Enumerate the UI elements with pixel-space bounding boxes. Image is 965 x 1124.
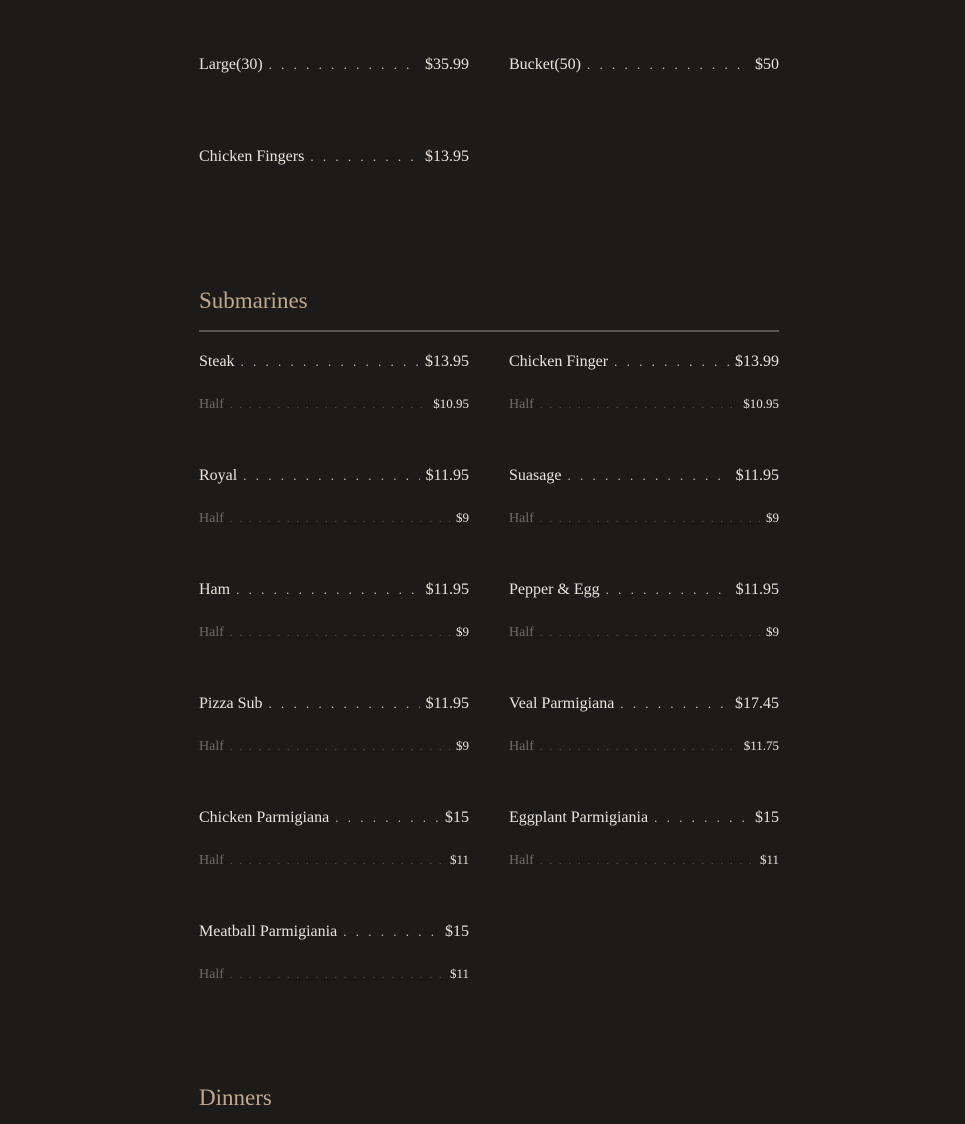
item-price: $35.99	[425, 56, 469, 73]
menu-item	[509, 353, 779, 377]
half-price: $10.95	[433, 396, 469, 411]
item-name: Pizza Sub	[199, 695, 263, 712]
menu-item	[199, 923, 469, 947]
item-name: Bucket(50)	[509, 56, 581, 73]
item-price: $15	[445, 809, 469, 826]
menu-item	[199, 148, 469, 172]
half-label: Half	[509, 397, 534, 412]
dot-leader	[606, 582, 730, 598]
item-price: $11.95	[735, 467, 779, 484]
half-portion-row	[509, 852, 779, 872]
dot-leader	[243, 468, 419, 484]
half-portion-row	[199, 852, 469, 872]
menu-item	[509, 581, 779, 605]
half-price: $10.95	[743, 396, 779, 411]
section-title-dinners: Dinners	[199, 1085, 272, 1110]
half-price: $9	[456, 624, 469, 639]
half-label: Half	[199, 967, 224, 982]
half-label: Half	[509, 511, 534, 526]
item-price: $15	[445, 923, 469, 940]
item-name: Veal Parmigiana	[509, 695, 615, 712]
half-price: $11	[449, 966, 469, 981]
item-name: Ham	[199, 581, 231, 598]
dot-leader	[269, 57, 419, 73]
item-price: $13.95	[425, 148, 469, 165]
half-label: Half	[199, 853, 224, 868]
menu-item	[199, 467, 469, 491]
dot-leader	[540, 741, 738, 753]
dot-leader	[236, 582, 419, 598]
dot-leader	[241, 354, 419, 370]
half-label: Half	[509, 739, 534, 754]
menu-item	[509, 695, 779, 719]
half-label: Half	[199, 397, 224, 412]
half-portion-row	[509, 396, 779, 416]
item-name: Suasage	[509, 467, 562, 484]
dot-leader	[343, 924, 439, 940]
dot-leader	[540, 399, 737, 411]
half-price: $11.75	[743, 738, 779, 753]
item-name: Chicken Finger	[509, 353, 609, 370]
dot-leader	[567, 468, 729, 484]
item-price: $17.45	[735, 695, 779, 712]
half-price: $9	[456, 738, 469, 753]
item-name: Chicken Parmigiana	[199, 809, 330, 826]
half-price: $11	[759, 852, 779, 867]
dot-leader	[230, 969, 444, 981]
menu-item	[509, 467, 779, 491]
half-portion-row	[509, 738, 779, 758]
half-portion-row	[509, 510, 779, 530]
menu-item	[199, 56, 469, 80]
item-price: $11.95	[425, 695, 469, 712]
dot-leader	[335, 810, 439, 826]
item-name: Royal	[199, 467, 238, 484]
half-price: $9	[766, 510, 779, 525]
half-price: $9	[766, 624, 779, 639]
dot-leader	[310, 149, 419, 165]
half-price: $9	[456, 510, 469, 525]
item-price: $13.99	[735, 353, 779, 370]
item-name: Large(30)	[199, 56, 263, 73]
half-label: Half	[509, 625, 534, 640]
menu-item	[199, 695, 469, 719]
dot-leader	[587, 57, 749, 73]
item-price: $50	[755, 56, 779, 73]
menu-item	[509, 809, 779, 833]
half-portion-row	[199, 396, 469, 416]
half-label: Half	[199, 511, 224, 526]
section-divider	[199, 330, 779, 332]
half-portion-row	[199, 738, 469, 758]
item-price: $11.95	[425, 581, 469, 598]
item-price: $11.95	[425, 467, 469, 484]
dot-leader	[540, 627, 760, 639]
half-label: Half	[199, 739, 224, 754]
item-name: Chicken Fingers	[199, 148, 305, 165]
dot-leader	[654, 810, 749, 826]
dot-leader	[230, 741, 450, 753]
item-name: Pepper & Egg	[509, 581, 600, 598]
item-name: Eggplant Parmigiania	[509, 809, 649, 826]
dot-leader	[230, 513, 450, 525]
item-name: Meatball Parmigiania	[199, 923, 338, 940]
half-portion-row	[199, 510, 469, 530]
dot-leader	[269, 696, 420, 712]
half-portion-row	[199, 624, 469, 644]
dot-leader	[540, 855, 754, 867]
dot-leader	[540, 513, 760, 525]
menu-item	[509, 56, 779, 80]
item-name: Steak	[199, 353, 235, 370]
menu-item	[199, 809, 469, 833]
half-portion-row	[509, 624, 779, 644]
half-portion-row	[199, 966, 469, 986]
dot-leader	[230, 855, 444, 867]
menu-item	[199, 353, 469, 377]
item-price: $11.95	[735, 581, 779, 598]
item-price: $15	[755, 809, 779, 826]
menu-item	[199, 581, 469, 605]
half-price: $11	[449, 852, 469, 867]
half-label: Half	[199, 625, 224, 640]
half-label: Half	[509, 853, 534, 868]
dot-leader	[620, 696, 729, 712]
section-title-submarines: Submarines	[199, 288, 308, 313]
dot-leader	[230, 627, 450, 639]
dot-leader	[614, 354, 729, 370]
item-price: $13.95	[425, 353, 469, 370]
dot-leader	[230, 399, 427, 411]
